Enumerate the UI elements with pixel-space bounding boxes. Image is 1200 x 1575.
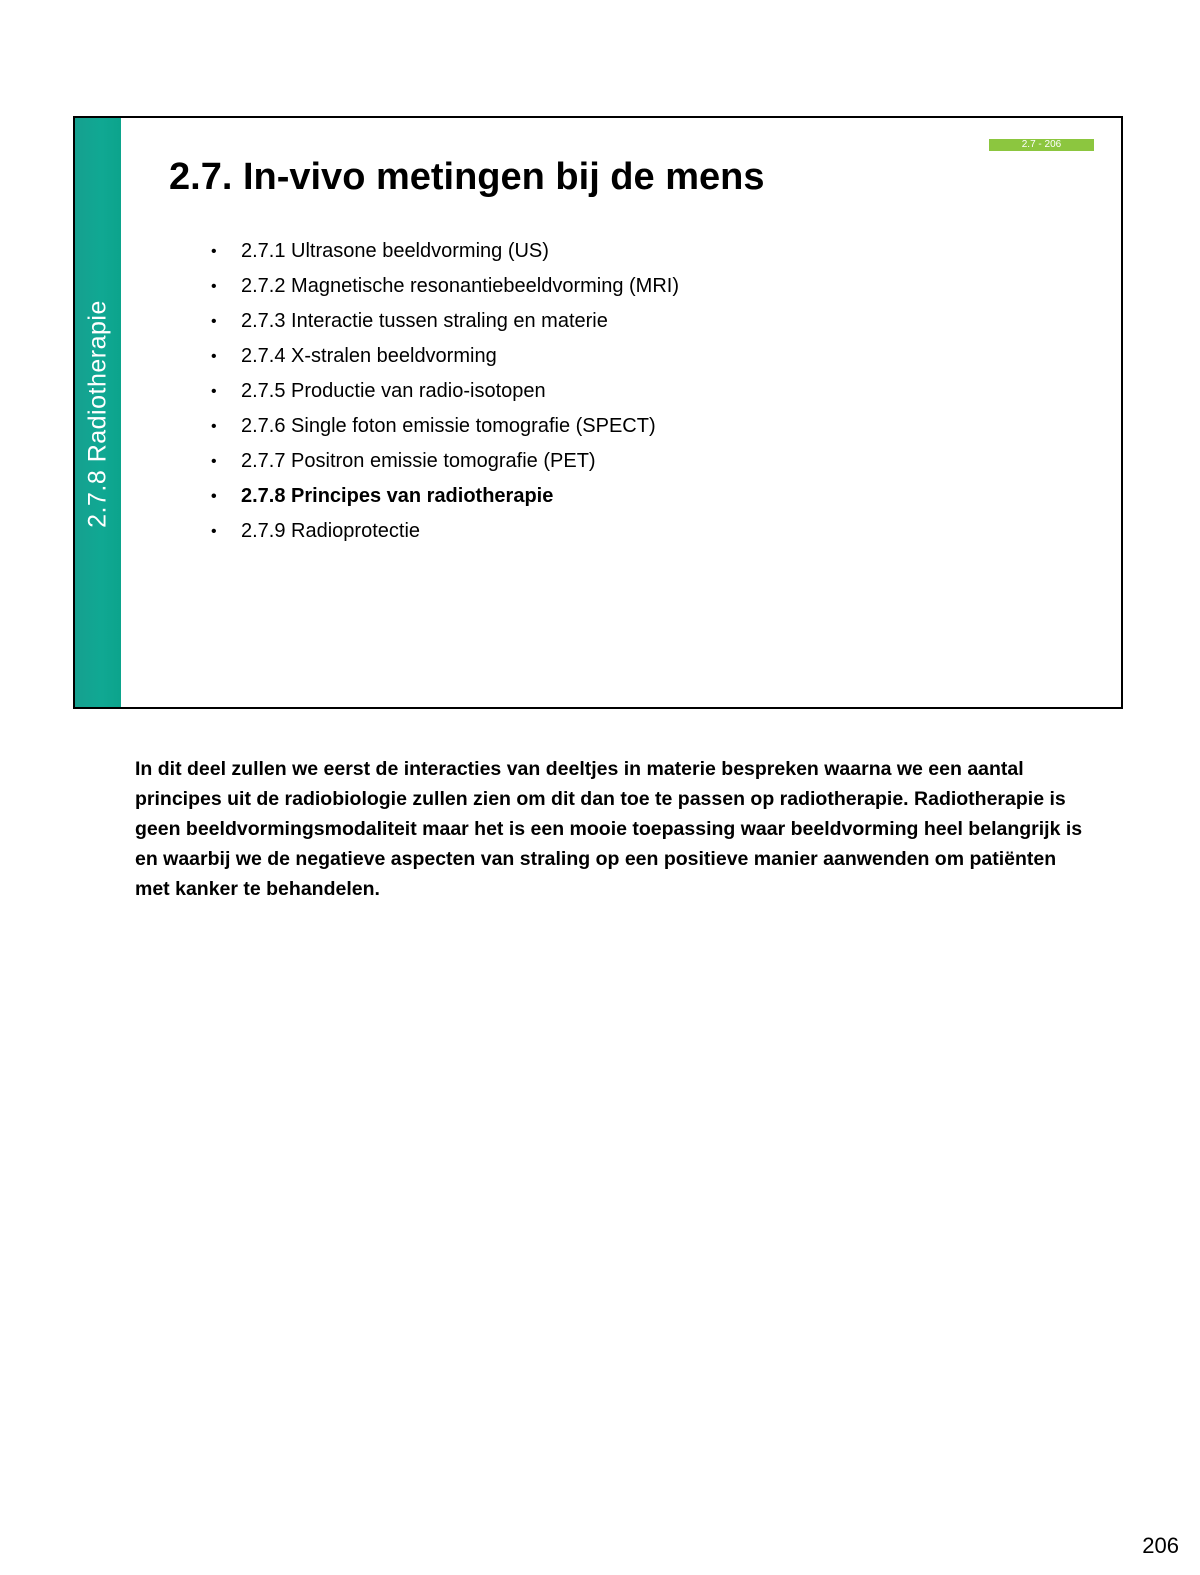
bullet-icon: • bbox=[211, 348, 217, 365]
topic-label: 2.7.9 Radioprotectie bbox=[241, 520, 421, 542]
topic-label: 2.7.6 Single foton emissie tomografie (SPECT) bbox=[241, 415, 656, 437]
topic-item-2-7-7 bbox=[211, 444, 679, 479]
slide-frame bbox=[73, 116, 1123, 709]
topic-label: 2.7.5 Productie van radio-isotopen bbox=[241, 380, 546, 402]
slide-page-tag: 2.7 - 206 bbox=[989, 139, 1094, 151]
slide-title: 2.7. In-vivo metingen bij de mens bbox=[169, 156, 765, 198]
page-number: 206 bbox=[1142, 1533, 1179, 1558]
bullet-icon: • bbox=[211, 313, 217, 330]
topic-item-2-7-8-current bbox=[211, 479, 679, 514]
topic-label: 2.7.3 Interactie tussen straling en materie bbox=[241, 310, 608, 332]
section-label: 2.7.8 Radiotherapie bbox=[83, 300, 112, 528]
topic-label: 2.7.2 Magnetische resonantiebeeldvorming (MRI) bbox=[241, 275, 679, 297]
section-sidebar bbox=[75, 118, 121, 707]
topic-item-2-7-5 bbox=[211, 374, 679, 409]
bullet-icon: • bbox=[211, 383, 217, 400]
topic-item-2-7-4 bbox=[211, 339, 679, 374]
topic-item-2-7-6 bbox=[211, 409, 679, 444]
bullet-icon: • bbox=[211, 453, 217, 470]
bullet-icon: • bbox=[211, 523, 217, 540]
topic-label: 2.7.8 Principes van radiotherapie bbox=[241, 485, 554, 507]
topic-item-2-7-3 bbox=[211, 304, 679, 339]
topic-list bbox=[211, 234, 679, 549]
bullet-icon: • bbox=[211, 243, 217, 260]
bullet-icon: • bbox=[211, 418, 217, 435]
topic-label: 2.7.7 Positron emissie tomografie (PET) bbox=[241, 450, 596, 472]
topic-label: 2.7.4 X-stralen beeldvorming bbox=[241, 345, 497, 367]
bullet-icon: • bbox=[211, 278, 217, 295]
speaker-notes: In dit deel zullen we eerst de interacties van deeltjes in materie bespreken waarna we een aantal principes uit de radiobiologie zullen zien om dit dan toe te passen op radiotherapie. Radiotherapie is geen beeldvormingsmodaliteit maar het is een mooie toepassing waar beeldvorming heel belangrijk is en waarbij we de negatieve aspecten van straling op een positieve manier aanwenden om patiënten met kanker te behandelen. bbox=[135, 758, 1083, 900]
topic-item-2-7-9 bbox=[211, 514, 679, 549]
bullet-icon: • bbox=[211, 488, 217, 505]
topic-item-2-7-2 bbox=[211, 269, 679, 304]
topic-label: 2.7.1 Ultrasone beeldvorming (US) bbox=[241, 240, 549, 262]
topic-item-2-7-1 bbox=[211, 234, 679, 269]
